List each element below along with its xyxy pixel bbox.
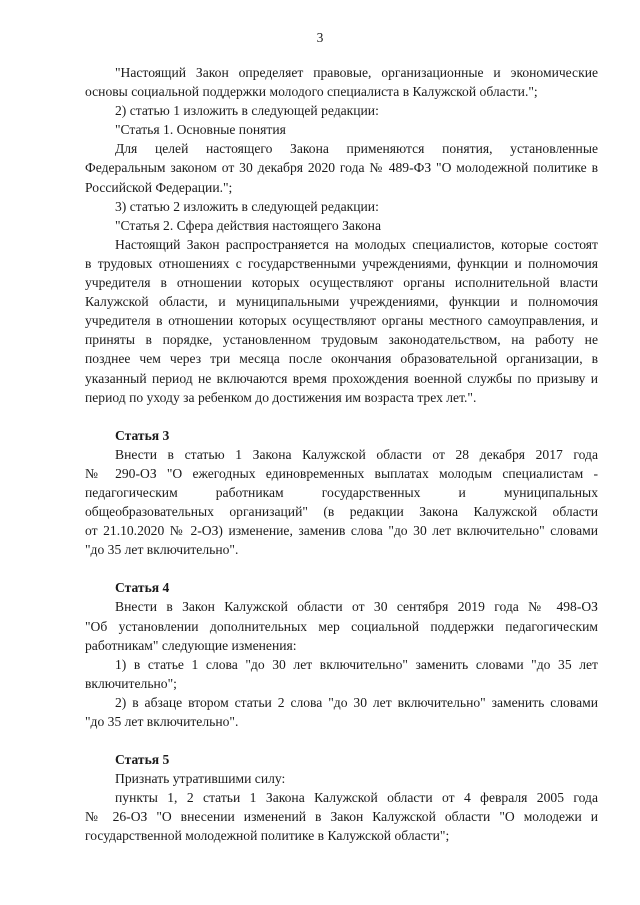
body-line: Внести в статью 1 Закона Калужской области от 28 декабря 2017 года [115, 446, 598, 462]
body-line: 2) статью 1 изложить в следующей редакции: [115, 103, 379, 119]
body-line: Для целей настоящего Закона применяются понятия, установленные [115, 141, 598, 157]
body-line: "Статья 2. Сфера действия настоящего Закона [115, 217, 381, 233]
body-line: педагогическим работникам государственных и муниципальных [85, 484, 598, 500]
page-number: 3 [316, 30, 324, 45]
body-line: основы социальной поддержки молодого специалиста в Калужской области."; [85, 84, 538, 100]
body-line: "Настоящий Закон определяет правовые, организационные и экономические [115, 65, 598, 80]
body-line: Федеральным законом от 30 декабря 2020 года № 489-ФЗ "О молодежной политике в [85, 160, 598, 176]
body-line: "до 35 лет включительно". [85, 714, 239, 729]
section-gap [85, 731, 598, 750]
body-line: 2) в абзаце втором статьи 2 слова "до 30 лет включительно" заменить словами [115, 694, 598, 710]
body-line: учредителя в отношении которых осуществляют органы исполнительной власти [85, 275, 598, 291]
body-line: Российской Федерации."; [85, 179, 233, 195]
body-line: "Статья 1. Основные понятия [115, 122, 286, 138]
body-line: Калужской области, и муниципальными учреждениями, функции и полномочия [85, 294, 598, 310]
article-5-heading: Статья 5 [115, 752, 170, 768]
body-line: включительно"; [85, 675, 177, 691]
section-gap [85, 407, 598, 426]
body-line: приняты в порядке, установленном трудовым законодательством, на работу не [85, 332, 598, 348]
body-line: "Об установлении дополнительных мер социальной поддержки педагогическим [85, 618, 598, 634]
article-4-heading: Статья 4 [115, 580, 170, 596]
body-line: период по уходу за ребенком до достижения им возраста трех лет.". [85, 389, 477, 405]
body-line: в трудовых отношениях с государственными учреждениями, функции и полномочия [85, 255, 598, 271]
section-gap [85, 559, 598, 578]
body-line: работникам" следующие изменения: [85, 637, 297, 653]
article-3-heading: Статья 3 [115, 427, 170, 443]
body-line: от 21.10.2020 № 2-ОЗ) изменение, заменив слова "до 30 лет включительно" словами [85, 523, 598, 539]
body-line: указанный период не включаются время прохождения военной службы по призыву и [85, 370, 598, 386]
body-line: пункты 1, 2 статьи 1 Закона Калужской области от 4 февраля 2005 года [115, 790, 598, 806]
body-line: "до 35 лет включительно". [85, 542, 239, 558]
body-line: Признать утратившими силу: [115, 771, 286, 787]
body-line: позднее чем через три месяца после окончания образовательной организации, в [85, 351, 598, 367]
body-line: № 290-ОЗ "О ежегодных единовременных выплатах молодым специалистам - [85, 465, 598, 481]
body-line: Настоящий Закон распространяется на молодых специалистов, которые состоят [115, 236, 598, 252]
body-line: № 26-ОЗ "О внесении изменений в Закон Калужской области "О молодежи и [85, 809, 598, 825]
body-line: государственной молодежной политике в Калужской области"; [85, 828, 450, 844]
body-line: 1) в статье 1 слова "до 30 лет включительно" заменить словами "до 35 лет [115, 656, 598, 672]
document-body [85, 63, 598, 846]
body-line: 3) статью 2 изложить в следующей редакции: [115, 198, 379, 214]
body-line: общеобразовательных организаций" (в редакции Закона Калужской области [85, 504, 598, 520]
body-line: учредителя в отношении которых осуществляют органы местного самоуправления, и [85, 313, 598, 329]
body-line: Внести в Закон Калужской области от 30 сентября 2019 года № 498-ОЗ [115, 599, 598, 615]
